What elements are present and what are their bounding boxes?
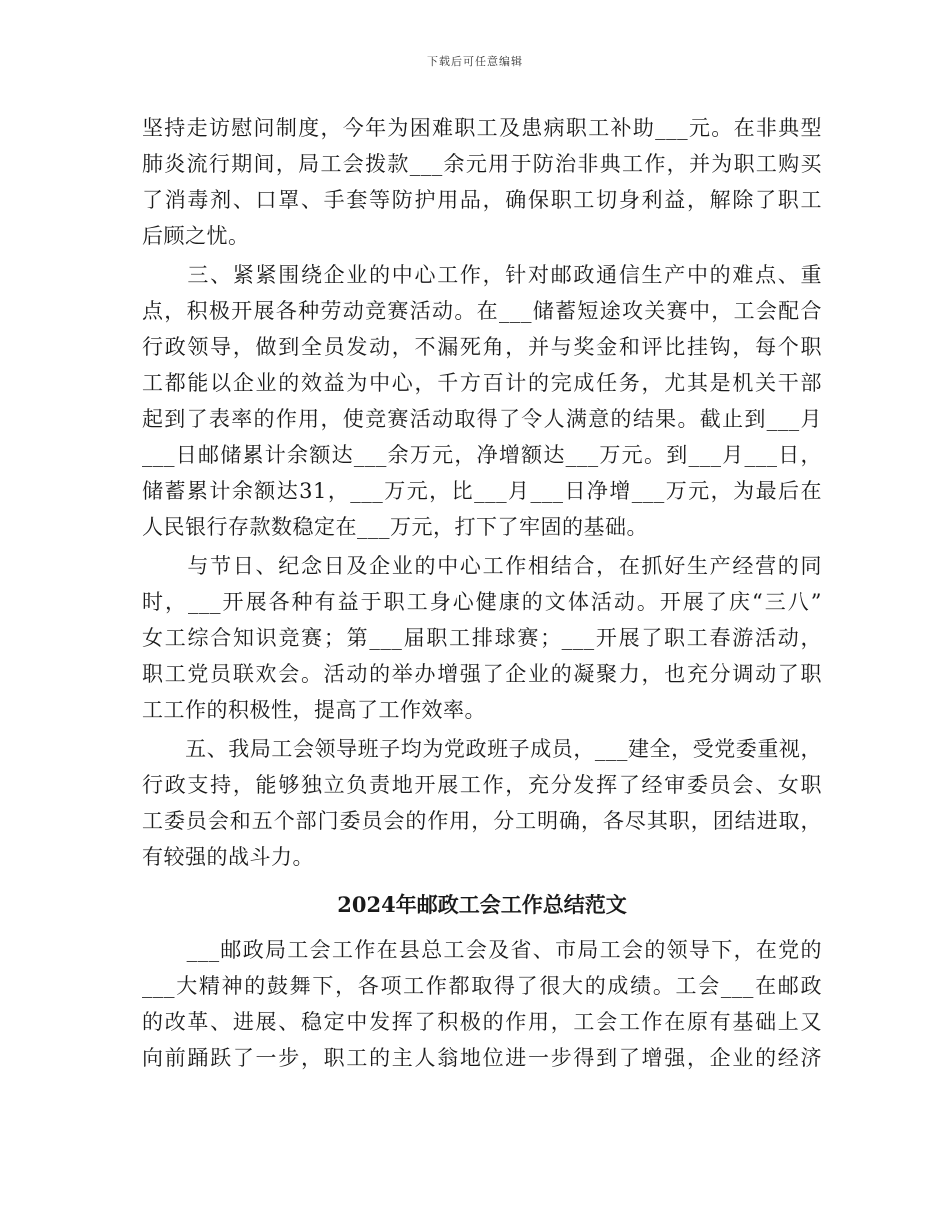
text-line: 坚持走访慰问制度，今年为困难职工及患病职工补助___元。在非典型 (142, 116, 822, 140)
section-title: 2024年邮政工会工作总结范文 (337, 892, 627, 917)
text-line: 五、我局工会领导班子均为党政班子成员，___建全，受党委重视， (142, 737, 822, 761)
paragraph (142, 548, 822, 728)
text-line: 了消毒剂、口罩、手套等防护用品，确保职工切身利益，解除了职工 (142, 188, 822, 212)
text-line: 行政领导，做到全员发动，不漏死角，并与奖金和评比挂钩，每个职 (142, 335, 822, 359)
text-line: ___大精神的鼓舞下，各项工作都取得了很大的成绩。工会___在邮政 (142, 974, 822, 998)
text-line: 向前踊跃了一步，职工的主人翁地位进一步得到了增强，企业的经济 (142, 1046, 822, 1070)
text-line: 工都能以企业的效益为中心，千方百计的完成任务，尤其是机关干部 (142, 371, 822, 395)
text-line: 后顾之忧。 (142, 224, 250, 248)
text-line: ___邮政局工会工作在县总工会及省、市局工会的领导下，在党的 (142, 938, 822, 962)
text-line: 肺炎流行期间，局工会拨款___余元用于防治非典工作，并为职工购买 (142, 152, 822, 176)
text-line: 工工作的积极性，提高了工作效率。 (142, 698, 486, 722)
text-line: ___日邮储累计余额达___余万元，净增额达___万元。到___月___日， (142, 443, 822, 467)
text-line: 职工党员联欢会。活动的举办增强了企业的凝聚力，也充分调动了职 (142, 662, 822, 686)
text-line: 的改革、进展、稳定中发挥了积极的作用，工会工作在原有基础上又 (142, 1010, 822, 1034)
text-line: 时，___开展各种有益于职工身心健康的文体活动。开展了庆“三八” (142, 590, 822, 614)
text-line: 工委员会和五个部门委员会的作用，分工明确，各尽其职，团结进取， (142, 809, 822, 833)
text-line: 点，积极开展各种劳动竞赛活动。在___储蓄短途攻关赛中，工会配合 (142, 299, 822, 323)
text-line: 储蓄累计余额达31，___万元，比___月___日净增___万元，为最后在 (142, 479, 822, 503)
text-line: 有较强的战斗力。 (142, 845, 314, 869)
page-header: 下载后可任意编辑 (427, 55, 523, 68)
text-line: 三、紧紧围绕企业的中心工作，针对邮政通信生产中的难点、重 (142, 263, 822, 287)
text-line: 行政支持，能够独立负责地开展工作，充分发挥了经审委员会、女职 (142, 773, 822, 797)
text-line: 女工综合知识竞赛；第___届职工排球赛；___开展了职工春游活动， (142, 626, 822, 650)
paragraph (142, 731, 822, 875)
text-line: 与节日、纪念日及企业的中心工作相结合，在抓好生产经营的同 (142, 554, 822, 578)
paragraph (142, 932, 822, 1076)
paragraph (142, 110, 822, 254)
document-body (142, 110, 822, 1076)
text-line: 起到了表率的作用，使竞赛活动取得了令人满意的结果。截止到___月 (142, 407, 822, 431)
paragraph (142, 257, 822, 545)
text-line: 人民银行存款数稳定在___万元，打下了牢固的基础。 (142, 515, 648, 539)
